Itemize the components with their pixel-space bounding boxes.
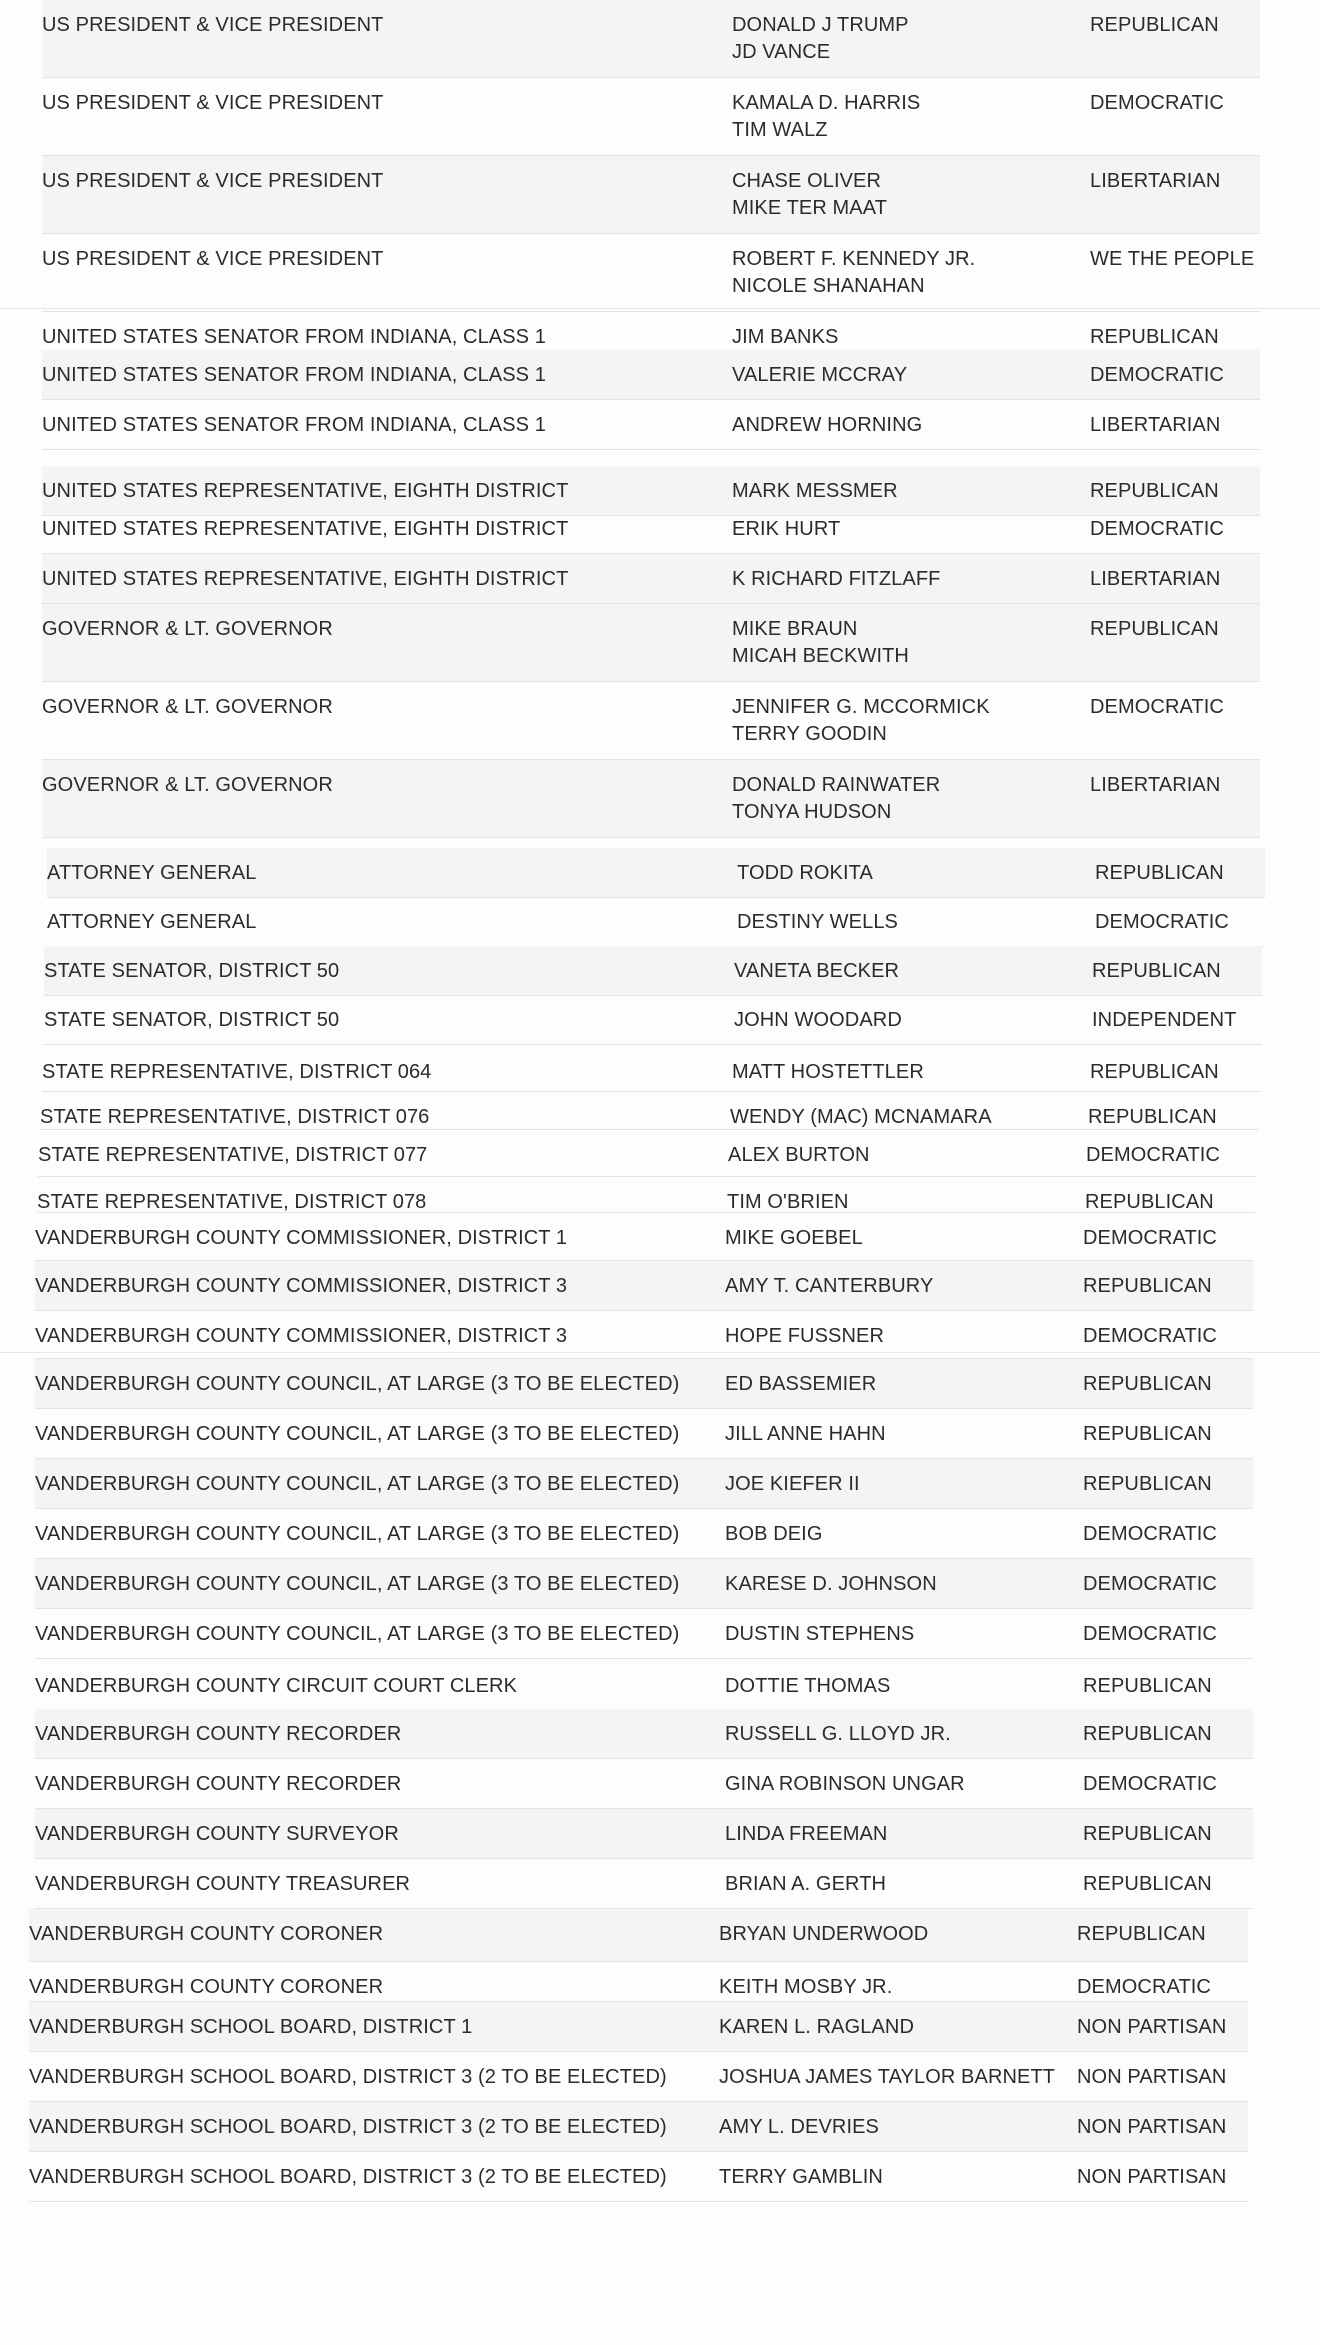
office-name: VANDERBURGH SCHOOL BOARD, DISTRICT 1 xyxy=(29,2016,473,2038)
candidate-name: VALERIE MCCRAY xyxy=(732,364,908,386)
party-name: REPUBLICAN xyxy=(1083,1675,1212,1697)
party-name: REPUBLICAN xyxy=(1088,1106,1217,1128)
candidate-row xyxy=(44,946,1262,996)
party-name: NON PARTISAN xyxy=(1077,2016,1227,2038)
candidate-name: NICOLE SHANAHAN xyxy=(732,275,925,297)
office-name: ATTORNEY GENERAL xyxy=(47,862,257,884)
office-name: UNITED STATES REPRESENTATIVE, EIGHTH DISTRICT xyxy=(42,480,569,502)
candidate-row xyxy=(40,1092,1258,1130)
party-name: DEMOCRATIC xyxy=(1083,1573,1217,1595)
candidate-name: TERRY GAMBLIN xyxy=(719,2166,883,2188)
candidate-name: MIKE GOEBEL xyxy=(725,1227,863,1249)
party-name: REPUBLICAN xyxy=(1090,1061,1219,1083)
candidate-name: KARESE D. JOHNSON xyxy=(725,1573,937,1595)
office-name: UNITED STATES REPRESENTATIVE, EIGHTH DISTRICT xyxy=(42,518,569,540)
candidate-name: DESTINY WELLS xyxy=(737,911,898,933)
candidate-names xyxy=(734,958,899,985)
candidate-name: DONALD RAINWATER xyxy=(732,774,941,796)
party-name: WE THE PEOPLE xyxy=(1090,248,1255,270)
candidate-names xyxy=(732,412,922,439)
candidate-name: MICAH BECKWITH xyxy=(732,645,909,667)
party-name: REPUBLICAN xyxy=(1083,1823,1212,1845)
candidate-names xyxy=(730,1104,992,1131)
candidate-name: AMY T. CANTERBURY xyxy=(725,1275,934,1297)
candidate-name: ANDREW HORNING xyxy=(732,414,923,436)
candidate-names xyxy=(732,516,840,543)
candidate-names xyxy=(725,1771,965,1798)
party-name: REPUBLICAN xyxy=(1083,1723,1212,1745)
office-name: VANDERBURGH COUNTY CORONER xyxy=(29,1923,384,1945)
office-name: VANDERBURGH SCHOOL BOARD, DISTRICT 3 (2 TO BE ELECTED) xyxy=(29,2116,667,2138)
party-name: REPUBLICAN xyxy=(1083,1473,1212,1495)
candidate-name: BRIAN A. GERTH xyxy=(725,1873,887,1895)
office-name: VANDERBURGH COUNTY COMMISSIONER, DISTRICT 3 xyxy=(35,1325,568,1347)
party-name: REPUBLICAN xyxy=(1077,1923,1206,1945)
party-name: NON PARTISAN xyxy=(1077,2116,1227,2138)
party-name: DEMOCRATIC xyxy=(1083,1523,1217,1545)
candidate-row xyxy=(35,1609,1253,1659)
office-name: VANDERBURGH COUNTY TREASURER xyxy=(35,1873,411,1895)
candidate-names xyxy=(732,566,940,593)
candidate-names xyxy=(732,772,940,826)
office-name: GOVERNOR & LT. GOVERNOR xyxy=(42,696,333,718)
candidate-row xyxy=(29,2002,1248,2052)
section-divider xyxy=(0,308,1320,309)
candidate-names xyxy=(732,246,975,300)
candidate-row xyxy=(42,682,1260,760)
party-name: DEMOCRATIC xyxy=(1090,696,1224,718)
office-name: VANDERBURGH COUNTY COMMISSIONER, DISTRICT 1 xyxy=(35,1227,568,1249)
party-name: DEMOCRATIC xyxy=(1090,364,1224,386)
office-name: VANDERBURGH COUNTY COMMISSIONER, DISTRICT 3 xyxy=(35,1275,568,1297)
candidate-name: TONYA HUDSON xyxy=(732,801,892,823)
office-name: UNITED STATES SENATOR FROM INDIANA, CLASS 1 xyxy=(42,364,547,386)
candidate-names xyxy=(719,1974,892,2001)
candidate-names xyxy=(719,2114,879,2141)
candidate-row xyxy=(35,1509,1253,1559)
candidate-names xyxy=(732,324,838,351)
office-name: VANDERBURGH SCHOOL BOARD, DISTRICT 3 (2 TO BE ELECTED) xyxy=(29,2166,667,2188)
party-name: REPUBLICAN xyxy=(1092,960,1221,982)
party-name: LIBERTARIAN xyxy=(1090,774,1221,796)
candidate-name: MARK MESSMER xyxy=(732,480,898,502)
candidate-row xyxy=(35,1709,1253,1759)
candidate-names xyxy=(725,1421,886,1448)
office-name: VANDERBURGH COUNTY COUNCIL, AT LARGE (3 TO BE ELECTED) xyxy=(35,1423,680,1445)
candidate-name: K RICHARD FITZLAFF xyxy=(732,568,941,590)
candidate-row xyxy=(35,1559,1253,1609)
section-divider xyxy=(0,1352,1320,1353)
party-name: LIBERTARIAN xyxy=(1090,568,1221,590)
party-name: REPUBLICAN xyxy=(1085,1191,1214,1213)
candidate-names xyxy=(732,168,887,222)
candidate-row xyxy=(42,760,1260,838)
candidate-name: MIKE TER MAAT xyxy=(732,197,888,219)
candidate-row xyxy=(42,504,1260,554)
candidate-names xyxy=(732,1059,924,1086)
candidate-names xyxy=(719,2014,914,2041)
office-name: GOVERNOR & LT. GOVERNOR xyxy=(42,774,333,796)
candidate-row xyxy=(35,1261,1253,1311)
candidate-name: HOPE FUSSNER xyxy=(725,1325,885,1347)
office-name: ATTORNEY GENERAL xyxy=(47,911,257,933)
office-name: US PRESIDENT & VICE PRESIDENT xyxy=(42,14,384,36)
candidate-name: MATT HOSTETTLER xyxy=(732,1061,924,1083)
candidate-name: DONALD J TRUMP xyxy=(732,14,909,36)
candidate-names xyxy=(725,1521,823,1548)
office-name: UNITED STATES SENATOR FROM INDIANA, CLASS 1 xyxy=(42,414,547,436)
candidate-names xyxy=(725,1471,860,1498)
candidate-names xyxy=(737,909,898,936)
candidate-name: DUSTIN STEPHENS xyxy=(725,1623,915,1645)
candidate-names xyxy=(725,1821,887,1848)
candidate-name: JIM BANKS xyxy=(732,326,839,348)
office-name: VANDERBURGH COUNTY RECORDER xyxy=(35,1723,402,1745)
party-name: REPUBLICAN xyxy=(1090,326,1219,348)
office-name: UNITED STATES SENATOR FROM INDIANA, CLASS 1 xyxy=(42,326,547,348)
candidate-row xyxy=(35,1459,1253,1509)
office-name: VANDERBURGH COUNTY CORONER xyxy=(29,1976,384,1998)
office-name: VANDERBURGH COUNTY COUNCIL, AT LARGE (3 TO BE ELECTED) xyxy=(35,1573,680,1595)
candidate-name: BOB DEIG xyxy=(725,1523,823,1545)
office-name: VANDERBURGH COUNTY CIRCUIT COURT CLERK xyxy=(35,1675,518,1697)
candidate-row xyxy=(42,78,1260,156)
candidate-row xyxy=(29,1962,1248,2002)
party-name: REPUBLICAN xyxy=(1083,1873,1212,1895)
party-name: DEMOCRATIC xyxy=(1083,1623,1217,1645)
candidate-name: WENDY (MAC) MCNAMARA xyxy=(730,1106,992,1128)
candidate-name: KAREN L. RAGLAND xyxy=(719,2016,914,2038)
office-name: VANDERBURGH COUNTY RECORDER xyxy=(35,1773,402,1795)
party-name: REPUBLICAN xyxy=(1083,1275,1212,1297)
candidate-names xyxy=(719,2164,883,2191)
candidate-name: TODD ROKITA xyxy=(737,862,873,884)
candidate-names xyxy=(732,362,907,389)
candidate-row xyxy=(38,1130,1256,1177)
candidate-names xyxy=(725,1323,884,1350)
candidate-row xyxy=(35,1661,1253,1711)
candidate-row xyxy=(37,1177,1255,1213)
candidate-name: ED BASSEMIER xyxy=(725,1373,877,1395)
candidate-names xyxy=(727,1189,849,1216)
office-name: STATE REPRESENTATIVE, DISTRICT 078 xyxy=(37,1191,427,1213)
party-name: INDEPENDENT xyxy=(1092,1009,1237,1031)
candidate-row xyxy=(29,2052,1248,2102)
office-name: STATE SENATOR, DISTRICT 50 xyxy=(44,1009,340,1031)
party-name: REPUBLICAN xyxy=(1090,14,1219,36)
candidate-name: JILL ANNE HAHN xyxy=(725,1423,886,1445)
candidate-name: JOE KIEFER II xyxy=(725,1473,860,1495)
party-name: REPUBLICAN xyxy=(1090,618,1219,640)
party-name: DEMOCRATIC xyxy=(1095,911,1229,933)
office-name: VANDERBURGH COUNTY COUNCIL, AT LARGE (3 TO BE ELECTED) xyxy=(35,1623,680,1645)
candidate-names xyxy=(725,1871,886,1898)
party-name: REPUBLICAN xyxy=(1095,862,1224,884)
party-name: DEMOCRATIC xyxy=(1083,1325,1217,1347)
candidate-names xyxy=(725,1621,914,1648)
candidate-names xyxy=(737,860,873,887)
candidate-row xyxy=(35,1359,1253,1409)
candidate-names xyxy=(719,1921,928,1948)
party-name: NON PARTISAN xyxy=(1077,2166,1227,2188)
party-name: DEMOCRATIC xyxy=(1086,1144,1220,1166)
office-name: US PRESIDENT & VICE PRESIDENT xyxy=(42,248,384,270)
office-name: VANDERBURGH COUNTY COUNCIL, AT LARGE (3 TO BE ELECTED) xyxy=(35,1473,680,1495)
candidate-row xyxy=(47,848,1265,898)
candidate-row xyxy=(42,400,1260,450)
party-name: REPUBLICAN xyxy=(1083,1373,1212,1395)
party-name: LIBERTARIAN xyxy=(1090,170,1221,192)
candidate-names xyxy=(725,1571,937,1598)
party-name: REPUBLICAN xyxy=(1083,1423,1212,1445)
candidate-name: JOSHUA JAMES TAYLOR BARNETT xyxy=(719,2066,1056,2088)
party-name: DEMOCRATIC xyxy=(1083,1227,1217,1249)
candidate-name: ROBERT F. KENNEDY JR. xyxy=(732,248,976,270)
office-name: STATE REPRESENTATIVE, DISTRICT 064 xyxy=(42,1061,432,1083)
candidate-row xyxy=(47,897,1265,947)
candidate-name: ERIK HURT xyxy=(732,518,841,540)
candidate-name: ALEX BURTON xyxy=(728,1144,870,1166)
candidate-row xyxy=(42,604,1260,682)
candidate-names xyxy=(725,1273,933,1300)
candidate-row xyxy=(29,1909,1248,1962)
office-name: VANDERBURGH SCHOOL BOARD, DISTRICT 3 (2 TO BE ELECTED) xyxy=(29,2066,667,2088)
candidate-names xyxy=(719,2064,1055,2091)
candidate-name: AMY L. DEVRIES xyxy=(719,2116,879,2138)
office-name: VANDERBURGH COUNTY SURVEYOR xyxy=(35,1823,399,1845)
candidate-name: KAMALA D. HARRIS xyxy=(732,92,921,114)
party-name: DEMOCRATIC xyxy=(1083,1773,1217,1795)
candidate-name: VANETA BECKER xyxy=(734,960,900,982)
candidate-names xyxy=(728,1142,870,1169)
candidate-name: JENNIFER G. MCCORMICK xyxy=(732,696,990,718)
candidate-name: JOHN WOODARD xyxy=(734,1009,902,1031)
candidate-row xyxy=(42,0,1260,78)
candidate-row xyxy=(42,554,1260,604)
candidate-name: BRYAN UNDERWOOD xyxy=(719,1923,929,1945)
candidate-name: TIM WALZ xyxy=(732,119,828,141)
candidate-name: MIKE BRAUN xyxy=(732,618,858,640)
candidate-row xyxy=(42,350,1260,400)
office-name: US PRESIDENT & VICE PRESIDENT xyxy=(42,92,384,114)
party-name: DEMOCRATIC xyxy=(1077,1976,1211,1998)
party-name: DEMOCRATIC xyxy=(1090,518,1224,540)
party-name: REPUBLICAN xyxy=(1090,480,1219,502)
candidate-row xyxy=(29,2152,1248,2202)
candidate-name: TERRY GOODIN xyxy=(732,723,887,745)
candidate-row xyxy=(35,1409,1253,1459)
candidate-names xyxy=(725,1673,890,1700)
office-name: UNITED STATES REPRESENTATIVE, EIGHTH DISTRICT xyxy=(42,568,569,590)
candidate-row xyxy=(35,1859,1253,1909)
candidate-names xyxy=(725,1721,951,1748)
candidate-row xyxy=(29,2102,1248,2152)
candidate-name: JD VANCE xyxy=(732,41,831,63)
candidate-names xyxy=(732,694,990,748)
candidate-names xyxy=(725,1225,863,1252)
candidate-name: CHASE OLIVER xyxy=(732,170,882,192)
candidate-name: LINDA FREEMAN xyxy=(725,1823,888,1845)
candidate-row xyxy=(44,995,1262,1045)
candidate-name: GINA ROBINSON UNGAR xyxy=(725,1773,965,1795)
office-name: STATE REPRESENTATIVE, DISTRICT 076 xyxy=(40,1106,430,1128)
candidate-names xyxy=(734,1007,902,1034)
candidate-names xyxy=(732,478,898,505)
candidate-names xyxy=(732,616,909,670)
candidate-row xyxy=(35,1759,1253,1809)
office-name: US PRESIDENT & VICE PRESIDENT xyxy=(42,170,384,192)
candidate-row xyxy=(42,1047,1260,1092)
candidate-name: TIM O'BRIEN xyxy=(727,1191,849,1213)
candidate-row xyxy=(42,156,1260,234)
candidate-names xyxy=(732,90,920,144)
candidate-row xyxy=(35,1213,1253,1261)
party-name: DEMOCRATIC xyxy=(1090,92,1224,114)
candidate-name: DOTTIE THOMAS xyxy=(725,1675,891,1697)
office-name: VANDERBURGH COUNTY COUNCIL, AT LARGE (3 TO BE ELECTED) xyxy=(35,1373,680,1395)
office-name: STATE REPRESENTATIVE, DISTRICT 077 xyxy=(38,1144,428,1166)
party-name: LIBERTARIAN xyxy=(1090,414,1221,436)
candidate-names xyxy=(732,12,909,66)
candidate-names xyxy=(725,1371,876,1398)
office-name: VANDERBURGH COUNTY COUNCIL, AT LARGE (3 TO BE ELECTED) xyxy=(35,1523,680,1545)
office-name: STATE SENATOR, DISTRICT 50 xyxy=(44,960,340,982)
candidate-name: KEITH MOSBY JR. xyxy=(719,1976,893,1998)
candidate-row xyxy=(35,1809,1253,1859)
candidate-name: RUSSELL G. LLOYD JR. xyxy=(725,1723,951,1745)
office-name: GOVERNOR & LT. GOVERNOR xyxy=(42,618,333,640)
candidate-row xyxy=(42,234,1260,312)
party-name: NON PARTISAN xyxy=(1077,2066,1227,2088)
